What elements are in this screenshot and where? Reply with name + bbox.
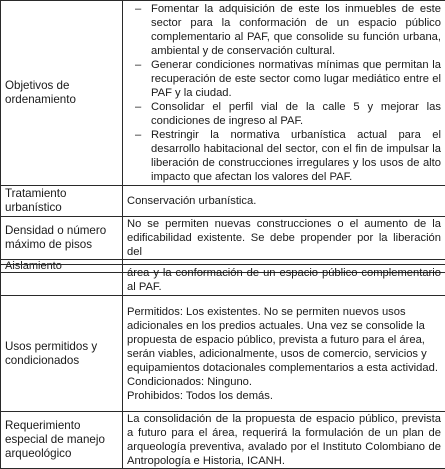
objective-text: Restringir la normativa urbanística actual para el desarrollo habitacional del sector, con el fin de impulsar la liberación de construcciones irregulares y los usos de alto impacto que afectan los valores del PAF. <box>151 129 441 183</box>
dash-icon: – <box>135 58 141 72</box>
row-label-aislamiento: Aislamiento <box>1 260 123 273</box>
table-row <box>1 265 445 296</box>
objective-text: Fomentar la adquisición de este los inmuebles de este sector para la conformación de un espacio público complementario al PAF, que consolide su función urbana, ambiental y de conservación cultural. <box>151 3 441 57</box>
list-item <box>127 2 441 58</box>
row-label-continuation <box>1 265 123 296</box>
table-row <box>1 186 445 217</box>
list-item <box>127 58 441 100</box>
usos-prohibidos-text: Prohibidos: Todos los demás. <box>127 389 441 403</box>
dash-icon: – <box>135 128 141 142</box>
row-label-arqueologico: Requerimiento especial de manejo arqueológico <box>1 412 123 469</box>
row-value-densidad: No se permiten nuevas construcciones o el aumento de la edificabilidad existente. Se debe propender por la liberación del <box>123 217 445 260</box>
list-item <box>127 128 441 184</box>
dash-icon: – <box>135 100 141 114</box>
table-row <box>1 296 445 412</box>
row-value-tratamiento: Conservación urbanística. <box>123 186 445 217</box>
table-row <box>1 1 445 186</box>
table-row <box>1 217 445 260</box>
usos-permitidos-text: Permitidos: Los existentes. No se permiten nuevos usos adicionales en los predios actuales. Una vez se consolide la propuesta de espacio público, prevista a futuro para el área, serán viables, adicionalmente, usos de comercio, servicios y equipamientos dotacionales complementarios a esta actividad. <box>127 305 441 375</box>
objectives-list <box>127 2 441 184</box>
objective-text: Generar condiciones normativas mínimas que permitan la recuperación de este sector como lugar mediático entre el PAF y la ciudad. <box>151 59 441 99</box>
objective-text: Consolidar el perfil vial de la calle 5 y mejorar las condiciones de ingreso al PAF. <box>151 101 441 127</box>
row-value-arqueologico: La consolidación de la propuesta de espacio público, prevista a futuro para el área, requerirá la formulación de un plan de arqueología preventiva, avalado por el Instituto Colombiano de Antropología e Historia, ICANH. <box>123 412 445 469</box>
row-value-objetivos <box>123 1 445 186</box>
list-item <box>127 100 441 128</box>
table-row <box>1 412 445 469</box>
dash-icon: – <box>135 2 141 16</box>
row-value-continuation: área y la conformación de un espacio público complementario al PAF. <box>123 265 445 296</box>
zoning-table-bottom <box>0 264 445 469</box>
row-label-tratamiento: Tratamiento urbanístico <box>1 186 123 217</box>
row-label-usos: Usos permitidos y condicionados <box>1 296 123 412</box>
row-label-densidad: Densidad o número máximo de pisos <box>1 217 123 260</box>
row-label-objetivos: Objetivos de ordenamiento <box>1 1 123 186</box>
usos-condicionados-text: Condicionados: Ninguno. <box>127 375 441 389</box>
row-value-usos <box>123 296 445 412</box>
